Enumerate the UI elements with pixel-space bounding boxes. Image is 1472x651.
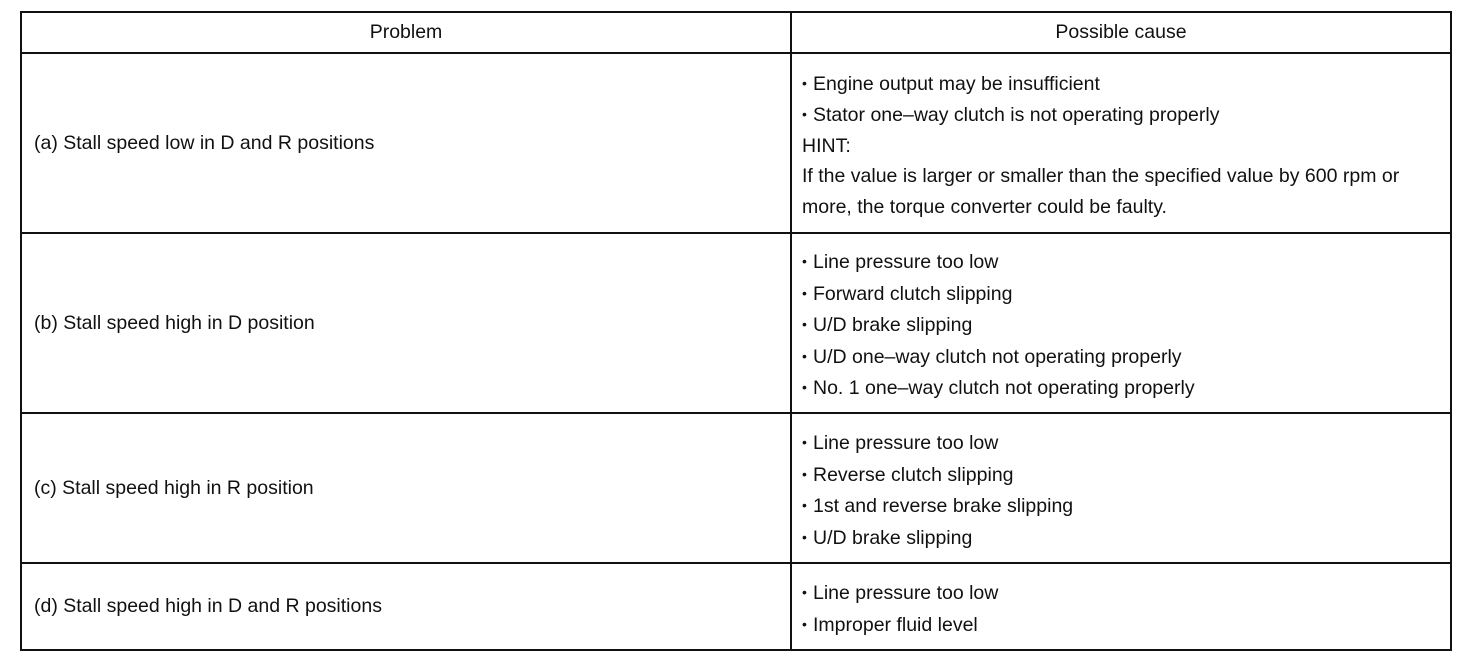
cause-text: U/D brake slipping [813, 526, 973, 549]
cause-text: Stator one–way clutch is not operating properly [813, 104, 1220, 127]
cause-item [802, 309, 1440, 341]
cause-text: Reverse clutch slipping [813, 463, 1014, 486]
cause-text: Engine output may be insufficient [813, 72, 1100, 95]
problem-cell: (a) Stall speed low in D and R positions [21, 53, 791, 233]
table-header-row [21, 12, 1451, 53]
cause-item [802, 278, 1440, 310]
bullet-icon: • [802, 465, 807, 482]
cause-text: Line pressure too low [813, 582, 999, 604]
header-possible-cause: Possible cause [791, 12, 1451, 53]
header-problem: Problem [21, 12, 791, 53]
cause-text: Line pressure too low [813, 432, 999, 454]
cause-item [802, 372, 1440, 404]
cause-text: Forward clutch slipping [813, 282, 1013, 305]
cause-item [802, 99, 1440, 131]
cause-cell [791, 413, 1451, 563]
cause-item [802, 490, 1440, 522]
problem-cell: (d) Stall speed high in D and R positions [21, 563, 791, 650]
bullet-icon: • [802, 528, 807, 545]
cause-item [802, 427, 1440, 459]
table-row [21, 563, 1451, 650]
hint-text: If the value is larger or smaller than the specified value by 600 rpm or more, the torque converter could be faulty. [802, 165, 1400, 218]
cause-text: No. 1 one–way clutch not operating properly [813, 377, 1195, 400]
bullet-icon: • [802, 106, 807, 123]
cause-item [802, 609, 1440, 641]
cause-cell [791, 53, 1451, 233]
table-row [21, 413, 1451, 563]
bullet-icon: • [802, 253, 807, 270]
bullet-icon: • [802, 497, 807, 513]
bullet-icon: • [802, 379, 807, 396]
cause-text: U/D brake slipping [813, 314, 973, 337]
bullet-icon: • [802, 615, 807, 632]
table-row [21, 53, 1451, 233]
stall-test-table [20, 11, 1452, 651]
bullet-icon: • [802, 347, 807, 364]
bullet-icon: • [802, 316, 807, 333]
cause-text: U/D one–way clutch not operating properly [813, 345, 1182, 368]
cause-text: 1st and reverse brake slipping [813, 495, 1074, 517]
stall-test-table-container [20, 11, 1452, 651]
table-row [21, 233, 1451, 413]
hint-title: HINT: [802, 134, 851, 157]
bullet-icon: • [802, 74, 807, 91]
bullet-icon: • [802, 434, 807, 450]
cause-item [802, 522, 1440, 554]
cause-cell [791, 233, 1451, 413]
cause-item [802, 68, 1440, 100]
cause-item [802, 246, 1440, 278]
bullet-icon: • [802, 284, 807, 301]
bullet-icon: • [802, 584, 807, 600]
cause-item [802, 459, 1440, 491]
problem-cell: (c) Stall speed high in R position [21, 413, 791, 563]
problem-cell: (b) Stall speed high in D position [21, 233, 791, 413]
cause-text: Improper fluid level [813, 613, 978, 636]
cause-item [802, 577, 1440, 609]
cause-item [802, 341, 1440, 373]
cause-cell [791, 563, 1451, 650]
cause-text: Line pressure too low [813, 251, 999, 274]
